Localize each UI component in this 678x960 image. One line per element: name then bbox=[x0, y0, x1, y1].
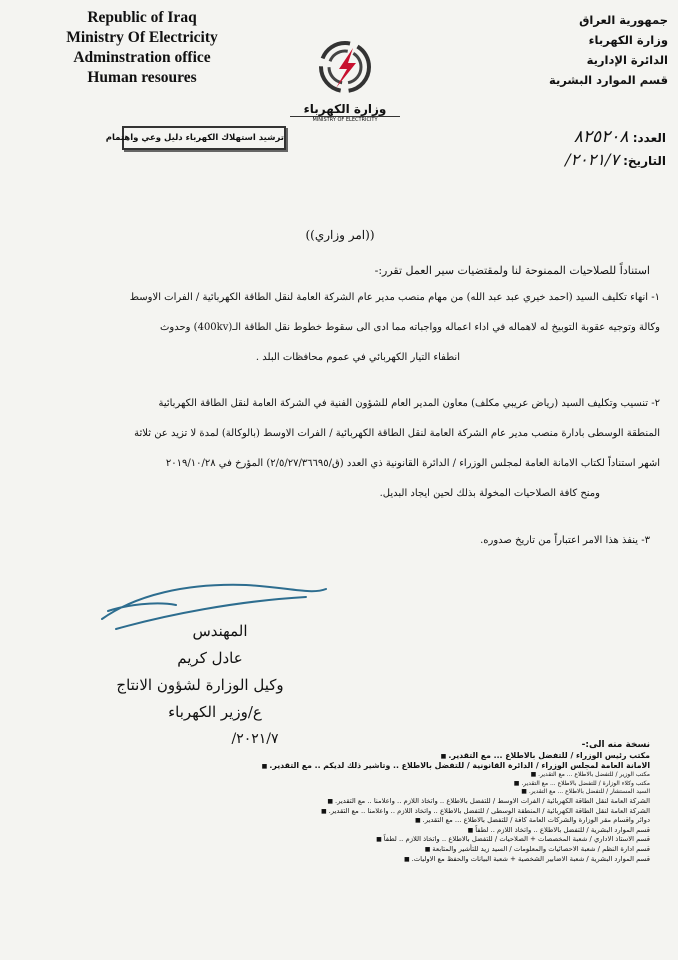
ar-header-line-3: الدائرة الإدارية bbox=[586, 53, 668, 67]
signature-on-behalf: ع/وزير الكهرباء bbox=[168, 703, 262, 721]
number-value: ٨٢٥٢٠٨ bbox=[573, 127, 629, 147]
ar-header-line-1: جمهورية العراق bbox=[579, 13, 668, 27]
lightning-logo-icon bbox=[290, 36, 400, 98]
cc-line-7: قسم الموارد البشرية / للتفضل بالاطلاع .. واتخاذ اللازم .. لطفاً ■ bbox=[90, 826, 650, 836]
en-header-line-4: Human resoures bbox=[87, 69, 197, 86]
logo-text-ar: وزارة الكهرباء bbox=[303, 102, 387, 116]
cc-line-9: قسم ادارة النظم / شعبة الاحصائيات والمعلومات / السيد زيد للتأشير والمتابعة ■ bbox=[90, 845, 650, 855]
signature-title: المهندس bbox=[192, 622, 248, 640]
item1-line-3: انطفاء التيار الكهربائي في عموم محافظات البلد . bbox=[255, 352, 460, 363]
en-header-line-1: Republic of Iraq bbox=[87, 9, 197, 26]
cc-line-5: الشركة العامة لنقل الطاقة الكهربائية / المنطقة الوسطى / للتفضل بالاطلاع .. واتخاذ اللازم .. واعلامنا .. مع التقدير. ■ bbox=[90, 807, 650, 817]
cc-main-line-2: الامانة العامة لمجلس الوزراء / الدائرة القانونية / للتفضل بالاطلاع .. وتاشير ذلك لديكم .. مع التقدير. ■ bbox=[90, 762, 650, 772]
order-item-1 bbox=[40, 290, 660, 366]
ar-header-line-2: وزارة الكهرباء bbox=[588, 33, 668, 47]
order-item-3: ٣- ينفذ هذا الامر اعتباراً من تاريخ صدوره. bbox=[480, 535, 650, 546]
ministry-logo bbox=[290, 36, 400, 123]
slogan-box: ترشيد استهلاك الكهرباء دليل وعي واهتمام bbox=[122, 126, 286, 150]
number-label: العدد: bbox=[632, 131, 666, 145]
en-header-line-2: Ministry Of Electricity bbox=[66, 29, 218, 46]
reference-block bbox=[466, 126, 666, 172]
reference-date bbox=[466, 149, 666, 172]
cc-header: نسخة منه الى:- bbox=[581, 740, 650, 750]
date-label: التاريخ: bbox=[623, 154, 666, 168]
cc-line-4: الشركة العامة لنقل الطاقة الكهربائية / الفرات الاوسط / للتفضل بالاطلاع .. واتخاذ اللازم .. واعلامنا .. مع التقدير. ■ bbox=[90, 797, 650, 807]
item1-line-1: ١- انهاء تكليف السيد (احمد خيري عبد عبد الله) من مهام منصب مدير عام الشركة العامة لنقل الطاقة الكهربائية / الفرات الاوسط bbox=[129, 292, 660, 303]
cc-line-2: مكتب وكلاء الوزارة / للتفضل بالاطلاع ... مع التقدير. ■ bbox=[90, 780, 650, 789]
cc-main-line-1: مكتب رئيس الوزراء / للتفضل بالاطلاع ... مع التقدير. ■ bbox=[90, 752, 650, 762]
logo-text-en: MINISTRY OF ELECTRICITY bbox=[290, 116, 400, 123]
date-value: ٢٠٢١/٧/ bbox=[565, 150, 619, 169]
order-item-2 bbox=[40, 396, 660, 502]
cc-line-8: قسم الاستاذ الاداري / شعبة المخصصات + الصلاحيات / للتفضل بالاطلاع .. واتخاذ اللازم .. لطفاً ■ bbox=[90, 835, 650, 845]
reference-number bbox=[466, 126, 666, 149]
item2-line-1: ٢- تنسيب وتكليف السيد (رياض عريبي مكلف) معاون المدير العام للشؤون الفنية في الشركة العامة لنقل الطاقة الكهربائية bbox=[158, 398, 660, 409]
cc-line-10: قسم الموارد البشرية / شعبة الاضابير الشخصية + شعبة البيانات والحفظ مع الاوليات. ■ bbox=[90, 855, 650, 865]
item2-line-2: المنطقة الوسطى بادارة منصب مدير عام الشركة العامة لنقل الطاقة الكهربائية / الفرات الاوسط (بالوكالة) لمدة لا تزيد عن ثلاثة bbox=[134, 428, 660, 439]
signature-position: وكيل الوزارة لشؤون الانتاج bbox=[116, 676, 284, 694]
signature-block bbox=[80, 618, 320, 753]
signature-date: ٢٠٢١/٧/ bbox=[231, 731, 279, 747]
item2-line-3: اشهر استناداً لكتاب الامانة العامة لمجلس الوزراء / الدائرة القانونية ذي العدد (ق/٢/٥/٢٧/٣٦٦٩٥) المؤرخ في ٢٠١٩/١٠/٢٨ bbox=[165, 458, 660, 469]
arabic-header bbox=[518, 10, 668, 90]
signature-name: عادل كريم bbox=[177, 649, 243, 667]
ar-header-line-4: قسم الموارد البشرية bbox=[548, 73, 668, 87]
cc-line-1: مكتب الوزير / للتفضل بالاطلاع ... مع التقدير. ■ bbox=[90, 771, 650, 780]
cc-line-6: دوائر واقسام مقر الوزارة والشركات العامة كافة / للتفضل بالاطلاع ... مع التقدير. ■ bbox=[90, 816, 650, 826]
english-header bbox=[42, 8, 242, 88]
cc-line-3: السيد المستشار / للتفضل بالاطلاع ... مع التقدير. ■ bbox=[90, 788, 650, 797]
item1-line-2: وكالة وتوجيه عقوبة التوبيخ له لاهماله في اداء اعماله وواجباته مما ادى الى سقوط خطوط نقل الطاقة الـ(400kv) وحدوث bbox=[159, 322, 660, 333]
order-title: ((امر وزاري)) bbox=[305, 228, 375, 242]
cc-list bbox=[90, 738, 650, 864]
order-intro: استناداً للصلاحيات الممنوحة لنا ولمقتضيات سير العمل تقرر:- bbox=[374, 264, 650, 277]
item2-line-4: ومنح كافة الصلاحيات المخولة بذلك لحين ايجاد البديل. bbox=[379, 488, 600, 499]
en-header-line-3: Adminstration office bbox=[73, 49, 211, 66]
